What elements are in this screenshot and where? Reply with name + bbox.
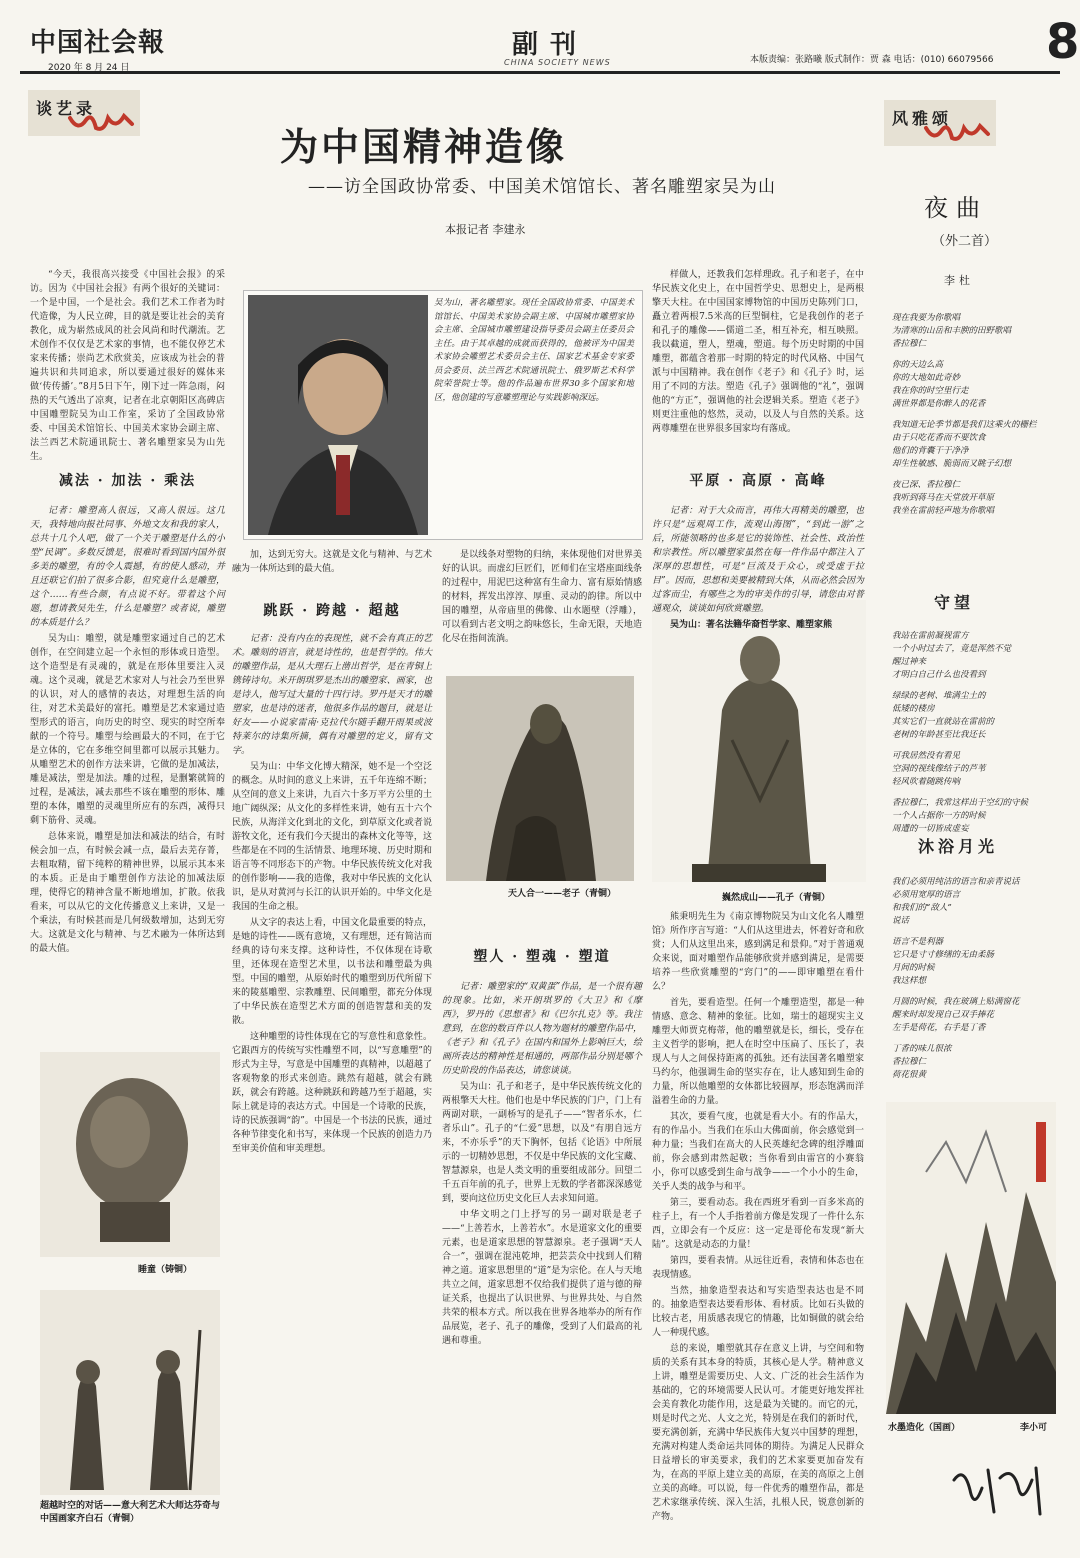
ink-painting-image xyxy=(886,1102,1056,1414)
poem-section-title: 沐浴月光 xyxy=(918,837,999,856)
poem-line: 老树的年龄甚至比我还长 xyxy=(892,730,986,740)
issue-date: 2020 年 8 月 24 日 xyxy=(48,63,130,73)
photo-caption: 巍然成山——孔子（青铜） xyxy=(722,893,831,903)
poem-line: 左手是荷花，右手是丁香 xyxy=(892,1023,986,1033)
poem-line: 周遭的一切皆成虚妄 xyxy=(892,824,969,834)
poem-line: 夜已深、香拉穆仁 xyxy=(892,480,961,490)
stanza-gap xyxy=(892,471,1062,479)
poem-line: 其实它们一直就站在雷前的 xyxy=(892,717,995,727)
section-subtitle-en: CHINA SOCIETY NEWS xyxy=(504,58,611,67)
poem-line: 空洞的视线像结子的芦苇 xyxy=(892,764,986,774)
interview-answer-more: 总体来说，雕塑是加法和减法的结合，有时候会加一点，有时候会减一点，最后去芜存菁，去粗取精，留下纯粹的精神世界，以展示其本来的本质。正是由于雕塑创作方法论的加减法原理，使得它的精神含量不断地增加，扩散。依我看来，可以从它的文化传播意义上来讲，又是一个乘法，有时候甚而是几何级数增加，达到无穷大。这就是文化与精神、与艺术融为一体所达到的最大值。 xyxy=(30,832,225,954)
poem-author: 李杜 xyxy=(944,274,974,287)
stanza-gap xyxy=(892,1035,1062,1043)
poem-line: 却生性敏感、脆弱而又眺子幻想 xyxy=(892,459,1012,469)
article-column-4-top xyxy=(652,268,864,438)
interview-answer-more: 第三，要看动态。我在西班牙看到一百多米高的柱子上，有一个人手指着前方像是发现了一件什么东西，立即会有一个反应：这一定是哥伦布发现“新大陆”。这就是动态的力量！ xyxy=(652,1198,864,1250)
poem-line: 现在我要为你歌唱 xyxy=(892,313,961,323)
reporter-question: 记者：雕塑家的“双黄蛋”作品，是一个很有趣的现象。比如，米开朗琪罗的《大卫》和《摩西》，罗丹的《思想者》和《巴尔扎克》等。我注意到，在您的数百件以人物为题材的雕塑作品中，《老子》和《孔子》在国内和国外上影响巨大，绘画所表达的精神性是相通的，两部作品分别是哪个历史阶段的作品表达，请您谈谈。 xyxy=(442,982,642,1076)
interview-answer-more: 首先，要看造型。任何一个雕塑造型，都是一种情感、意念、精神的象征。比如，瑞士的超现实主义雕塑大师贾克梅蒂，他的雕塑就是长，细长，受存在主义哲学的影响，把人在时空中压扁了、压长了，表现人与人之间保持距离的孤独。还有法国著名雕塑家马约尔，他强调生命的坚实存在，让人感知到生命的力量，所以他雕塑的女体都比较圆厚，形态饱满而洋溢着生命的力量。 xyxy=(652,998,864,1106)
poem-line: 必须用宽厚的语言 xyxy=(892,890,961,900)
poem-line: 为清寒的山岳和丰腴的田野歌唱 xyxy=(892,326,1012,336)
article-byline: 本报记者 李建永 xyxy=(445,223,526,236)
interview-answer: 吴为山：雕塑，就是雕塑家通过自己的艺术创作，在空间建立起一个永恒的形体或日造型。这个造型是有灵魂的，就是在形体里要注入灵魂。这个灵魂，就是艺术家对人与社会乃至世界的认识，对人的感情的表达，对理想生活的向往，对艺术美最好的富托。雕塑是艺术家通过造型形式的语言，向历史的时空、现实的时空所奉献的一个符号。雕塑与绘画最大的不同，在于它是立体的，它在多维空间里都可以展示其魅力。从雕塑艺术的创作方法来讲，它做的是加减法，雕是减法，塑是加法。雕的过程，是删繁就简的过程，是减法，减去那些不该在雕塑的形体、雕塑的本体，雕塑的灵魂里所应有的东西，减得只剩下筋骨、灵魂。 xyxy=(30,634,225,826)
poem-line: 我这样想 xyxy=(892,976,927,986)
poem-title: 夜曲 xyxy=(924,194,988,222)
poem-line: 和我们的“敌人” xyxy=(892,903,952,913)
poem-stanzas-3 xyxy=(892,876,1062,1082)
poem-line: 香拉穆仁 xyxy=(892,339,927,349)
photo-dialogue xyxy=(40,1290,220,1495)
poem-line: 我听到蒋马在天堂放开草原 xyxy=(892,493,995,503)
article-continuation: 样做人，还教我们怎样理政。孔子和老子，在中华民族文化史上，在中国哲学史、思想史上，是两根擎天大柱。在中国国家博物馆的中国历史陈列门口，矗立着两根7.5米高的巨型铜柱，它是我创作的老子和孔子的雕像——儒道二圣，相互补充，相互映照。我以截道，塑人，塑魂，塑道。每个历史时期的中国雕塑，都蕴含着那一时期的特定的时代风格、中国气派与中国精神。我在创作《老子》和《孔子》时，运用了不同的方法。塑造《孔子》强调他的“礼”，强调他的“方正”，强调他的社会逻辑关系。塑造《老子》则更注重他的悠然，灵动，以及人与自然的关系。这两尊雕塑在世界很多国家均有落成。 xyxy=(652,270,864,434)
stanza-gap xyxy=(892,351,1062,359)
poem-line: 丁香的味儿很浓 xyxy=(892,1044,952,1054)
photo-laozi xyxy=(446,676,634,881)
photo-caption: 睡童（铸铜） xyxy=(138,1265,193,1275)
poem-line: 我们必须用纯洁的语言和亲青说话 xyxy=(892,877,1020,887)
poem-line: 我知道无论季节都是我们这乘火的栅栏 xyxy=(892,420,1037,430)
poem-line: 说话 xyxy=(892,916,910,926)
interview-answer-more: 其次，要看气度，也就是看大小。有的作品大，有的作品小。当我们在乐山大佛面前，你会感觉到一种力量；当我们在高大的人民英雄纪念碑的组浮雕面前，你会感到肃然起敬；当你看到由雷宫的小赛翁小，你可以感受到生命与战争——一个小小的生命，关乎人类的战争与和平。 xyxy=(652,1112,864,1192)
photo-caption: 天人合一——老子（青铜） xyxy=(508,889,617,899)
column-tag-left xyxy=(28,90,140,136)
poem-sidebar xyxy=(878,90,1062,1540)
poem-section-title: 守望 xyxy=(934,593,975,612)
interview-answer-more: 第四，要看表情。从远往近看，表情和体态也在表现情感。 xyxy=(652,1256,864,1280)
sculpture-confucius-image xyxy=(652,600,866,882)
article-continuation: 是以线条对塑物的归纳，来体现他们对世界美好的认识。而虚幻巨匠们，匠师们在宝塔座面线条的过程中，用泥巴这种富有生命力、富有原始情感的材料，挥发出淳淳、厚重、灵动的韵律。所以中国的雕塑，从帝庙里的佛像、山水题壁（浮雕），可以看到古老文明之韵味悠长，生命无限，天地造化尽在指间流淌。 xyxy=(442,550,642,644)
reporter-question: 记者：没有内在的表现性，就不会有真正的艺术。雕刻的语言，就是诗性的，也是哲学的。伟大的雕塑作品，是从大理石上凿出哲学，是在青铜上镌铸诗句。米开朗琪罗是杰出的雕塑家、画家，也是诗人，他写过大量的十四行诗。罗丹是天才的雕塑家，也是诗的迷者，他很多作品的题目，就是让好友——小说家雷南·克拉代尔随手翻开雨果或波特莱尔的诗集所摘，偶有对雕塑的定义，留有文字。 xyxy=(232,634,432,756)
stanza-gap xyxy=(892,682,1062,690)
article-column-3 xyxy=(442,980,642,1537)
poem-line: 可我居然没有看见 xyxy=(892,751,961,761)
poem-stanzas-2 xyxy=(892,630,1062,836)
editor-credits: 本版责编：张路曦 版式制作：贾 森 电话：(010) 66079566 xyxy=(750,55,994,65)
article-column-2 xyxy=(232,632,432,1537)
article-subtitle: ——访全国政协常委、中国美术馆馆长、著名雕塑家吴为山 xyxy=(308,177,776,197)
poem-line: 绿绿的老树、堆满尘土的 xyxy=(892,691,986,701)
poem-subtitle: （外二首） xyxy=(932,234,998,249)
poem-line: 我在你的时空里行走 xyxy=(892,386,969,396)
interview-answer-more: 从文字的表达上看，中国文化最重要的特点，是她的诗性——既有意境，又有理想，还有简洁而经典的诗句来支撑。这种诗性，不仅体现在诗歌里，还体现在造型艺术里，以书法和雕塑最为典型。中国的雕塑，从原始时代的雕塑到历代所留下来的陵墓雕塑、宗教雕塑、民间雕塑，都充分体现了中华民族在造型艺术方面的创造智慧和美的发散。 xyxy=(232,918,432,1026)
article-column-2-top xyxy=(232,548,432,576)
newspaper-logo: 中国社会報 xyxy=(30,28,166,58)
poem-line: 醒过神来 xyxy=(892,657,927,667)
article-column-3-top xyxy=(442,548,642,658)
poem-line: 月圆的时候，我在玻璃上贴满窗花 xyxy=(892,997,1020,1007)
poem-line: 它只是寸寸修缮的无由柔肠 xyxy=(892,950,995,960)
page-number: 8 xyxy=(1046,14,1080,70)
author-bio-box xyxy=(243,290,643,540)
section-title: 副刊 xyxy=(512,30,589,60)
sculpture-laozi-image xyxy=(446,676,634,881)
poem-line: 一个小时过去了，竟是浑然不觉 xyxy=(892,644,1012,654)
article-column-1b xyxy=(30,504,225,1034)
photo-sleeping-child xyxy=(40,1052,220,1257)
poem-line: 低矮的楼房 xyxy=(892,704,935,714)
section-heading-1: 减法 · 加法 · 乘法 xyxy=(58,473,197,489)
interview-answer-more: 中华文明之门上抒写的另一副对联是老子——“上善若水，上善若水”。水是道家文化的重要元素，也是道家思想的智慧源泉。老子强调“天人合一”，强调在混沌乾坤，把芸芸众中找到人们精神之道。道家思想里的“道”是为宗伦。在人与天地共立之间，道家思想不仅给我们提供了道与德的辩证关系，也提出了认识世界、与世界共处、与自然共荣的根本方式。所以我在世界各地举办的所有作品展览，老子、孔子的雕像，受到了人们最高的礼遇和尊重。 xyxy=(442,1210,642,1346)
section-heading-4: 平原 · 高原 · 高峰 xyxy=(689,473,827,489)
photo-confucius xyxy=(652,600,866,882)
poem-line: 轻风吹着随跳传响 xyxy=(892,777,961,787)
stanza-gap xyxy=(892,789,1062,797)
stanza-gap xyxy=(892,742,1062,750)
interview-answer: 吴为山：中华文化博大精深，她不是一个空泛的概念。从时间的意义上来讲，五千年连绵不断；从空间的意义上来讲，九百六十多万平方公里的土地广阔纵深；从文化的多样性来讲，她有五十六个民族，从海洋文化到北的文化，到草原文化或者说游牧文化，还有我们今天提出的森林文化等等，这些都是在不同的生活情景、地理环境、历史时期和语言等不同形态下的产物。中华民族传统文化对我的创作影响——我的造像，我对中华民族的文化认识，是从对黄河与长江的认识开始的。中华文化是我国的生命之根。 xyxy=(232,762,432,912)
interview-answer: 吴为山：孔子和老子，是中华民族传统文化的两根擎天大柱。他们也是中华民族的门户，门上有两副对联，一副桥写的是孔子——“智者乐水，仁者乐山”。孔子的“仁爱”思想，以及“有朋自远方来，不亦乐乎”的天下胸怀，包括《论语》中所展示的一切精妙思想，不仅是中华民族的文化宝藏、智慧源泉，也是人类文明的重要组成部分。回望二千五百年前的孔子，世界上无数的学者都深深感觉到，要向这位历史文化巨人去求知问道。 xyxy=(442,1082,642,1204)
poem-line: 你的天边么高 xyxy=(892,360,944,370)
poem-line: 我坐在雷前轻声地为你歌唱 xyxy=(892,506,995,516)
poem-line: 满世界都是你醉人的花香 xyxy=(892,399,986,409)
interview-answer-more: 这种雕塑的诗性体现在它的写意性和意象性。它跟西方的传统写实性雕塑不同，以“写意雕塑”的形式为主导，写意是中国雕塑的真精神，以超越了客观物象的形式来创造。跳然有超越，就会有跳跃，就会有跨越。这种跳跃和跨越乃至于超越，实际上就是诗的表达方式。中国是一个诗歌的民族，诗的民族强调“韵”。中国是一个书法的民族，通过各种节律变化和书写，来体现一个民族的创造力乃至审美价值和审美理想。 xyxy=(232,1032,432,1154)
article-column-4b xyxy=(652,910,864,1538)
sculpture-head-image xyxy=(40,1052,220,1257)
portrait-image xyxy=(248,295,428,535)
poem-line: 一个人占据你一方的时候 xyxy=(892,811,986,821)
poem-line: 月间的时候 xyxy=(892,963,935,973)
photo-caption: 超越时空的对话——意大利艺术大师达芬奇与中国画家齐白石（青铜） xyxy=(40,1501,221,1524)
stanza-gap xyxy=(892,928,1062,936)
poem-line: 我站在雷前凝视雷方 xyxy=(892,631,969,641)
column-tag-label: 风雅颂 xyxy=(892,109,953,128)
photo-ink-painting xyxy=(886,1102,1056,1414)
interview-answer-more: 当然，抽象造型表达和写实造型表达也是不同的。抽象造型表达要看形体、看材质。比如石头做的比较古老，用质感表现它的情趣，比如铜做的就会给人一种现代感。 xyxy=(652,1286,864,1338)
reporter-question: 记者：雕塑高人很远，又高人很远。这几天，我特地向报社同事、外地文友和我的家人，总共十几个人吧，做了一个关于雕塑是什么的小型“民调”。多数反馈是，很难时看到国内国外很多美的雕塑，有的令人震撼，有的使人感动，并且还联它们拍了很多合影，但究竟什么是雕塑，这个……有些合颜，有点说不好。带着这个问题，想请教吴先生，什么是雕塑？或者说，雕塑的本质是什么？ xyxy=(30,506,225,628)
reporter-question: 记者：对于大众而言，再伟大再精美的雕塑，也许只是“远观周工作，流观山海图”，“到此一游”之后，所能领略的也多是它的装饰性、社会性、政治性和宗教性。所以雕塑家虽然在每一件作品中都注入了深厚的思想性，可是“巨流及于众心，或受虚于拉目”。因而，思想和美要被精到大体，从而必然会因为过客而尘，有哪些之为的审美作的引导，请您由对普通观众，谈谈如何欣赏雕塑。 xyxy=(652,506,864,614)
brush-squiggle-icon xyxy=(68,110,136,134)
article-column-1 xyxy=(30,268,225,462)
poem-line: 他们的背囊干于净净 xyxy=(892,446,969,456)
article-column-4 xyxy=(652,504,864,630)
photo-caption: 水墨造化（国画） xyxy=(888,1423,961,1433)
masthead xyxy=(20,14,1080,74)
poem-line: 香拉穆仁 xyxy=(892,1057,927,1067)
photo-caption-author: 李小可 xyxy=(1020,1423,1048,1433)
poem-line: 你的大地如此奇妙 xyxy=(892,373,961,383)
section-heading-2: 跳跃 · 跨越 · 超越 xyxy=(263,603,401,619)
stanza-gap xyxy=(892,411,1062,419)
interview-answer-more: 熊秉明先生为《南京博物院吴为山文化名人雕塑馆》所作序言写道：“人们从这里进去，怀着好奇和欣赏；人们从这里出来，感到满足和景仰。”对于普通观众来说，面对雕塑作品能够欣赏并感到满足，是需要培养一些欣赏雕塑的“窍门”的——即审雕塑在看什么？ xyxy=(652,912,864,992)
poem-line: 由于只吃花香而不要饮食 xyxy=(892,433,986,443)
article-intro: “今天，我很高兴接受《中国社会报》的采访。因为《中国社会报》有两个很好的关键词：一个是中国，一个是社会。我们艺术工作者为时代造像，为人民立碑，目的就是要让社会的美育教化，成为崭然成风的社会风尚和时代潮流。艺术创作不仅仅是艺术家的事情，也不能仅停艺术家来传播；崇尚艺术欣赏美，应该成为社会的普遍共识和共同追求，所以要通过很好的媒体来做‘传传播’。”8月5日下午，刚下过一阵急雨，闷热的天气透出了凉爽，记者在北京朝阳区高碑店中国雕塑院吴为山工作室，采访了全国政协常委、中国美术馆馆长、中国美术家协会副主席、法兰西艺术院通讯院士、著名雕塑家吴为山先生。 xyxy=(30,270,225,462)
poem-line: 香拉穆仁，我常这样出于空幻的守候 xyxy=(892,798,1029,808)
sculpture-dialogue-image xyxy=(40,1290,220,1495)
author-portrait xyxy=(248,295,428,535)
poem-line: 才明白自己什么也没看到 xyxy=(892,670,986,680)
section-heading-5: 塑人 · 塑魂 · 塑道 xyxy=(473,949,611,965)
poem-line: 荷花很黄 xyxy=(892,1070,927,1080)
column-tag-label: 谈艺录 xyxy=(36,99,97,118)
article-title: 为中国精神造像 xyxy=(280,124,568,169)
author-bio: 吴为山，著名雕塑家。现任全国政协常委、中国美术馆馆长、中国美术家协会副主席、中国城市雕塑家协会主席、全国城市雕塑建设指导委员会副主任委员会主任。由于其卓越的成就而获得的，他被评为中国美术家协会雕塑艺术委员会主任、国家艺术基金专家委员会委员、法兰西艺术院通讯院士、俄罗斯艺术科学院荣誉院士等。他的作品遍布世界30多个国家和地区，他创建的写意雕塑理论与实践影响深远。 xyxy=(434,298,634,403)
article-continuation: 加，达到无穷大。这就是文化与精神、与艺术融为一体所达到的最大值。 xyxy=(232,550,432,574)
interview-answer: 吴为山：著名法籍华裔哲学家、雕塑家熊 xyxy=(670,620,833,630)
interview-answer-more: 总的来说，雕塑就其存在意义上讲，与空间和物质的关系有其本身的特质，其核心是人学。精神意义上讲，雕塑是需要历史、人文、广泛的社会生活作为基础的，它的环境需要人民认可。才能更好地发挥社会美育教化功能作用，这是最为关键的。而它的元，则是时代之光、人文之光，特别是在我们的新时代，要充满创新，充满中华民族伟大复兴中国梦的理想，充满对构建人类命运共同体的期待。为满足人民群众日益增长的审美要求，我们的艺术家要更加奋发有为，在高的平原上建立美的高原，在美的高原之上创立美的高峰。可以说，每一件优秀的雕塑作品，都是艺术家继承传统、深入生活，扎根人民，锐意创新的产物。 xyxy=(652,1344,864,1522)
stanza-gap xyxy=(892,988,1062,996)
calligraphy-signature-icon xyxy=(948,1460,1048,1520)
poem-stanzas-1 xyxy=(892,312,1062,518)
poem-line: 醒来时却发现自己双手捧花 xyxy=(892,1010,995,1020)
poem-line: 语言不是利器 xyxy=(892,937,944,947)
